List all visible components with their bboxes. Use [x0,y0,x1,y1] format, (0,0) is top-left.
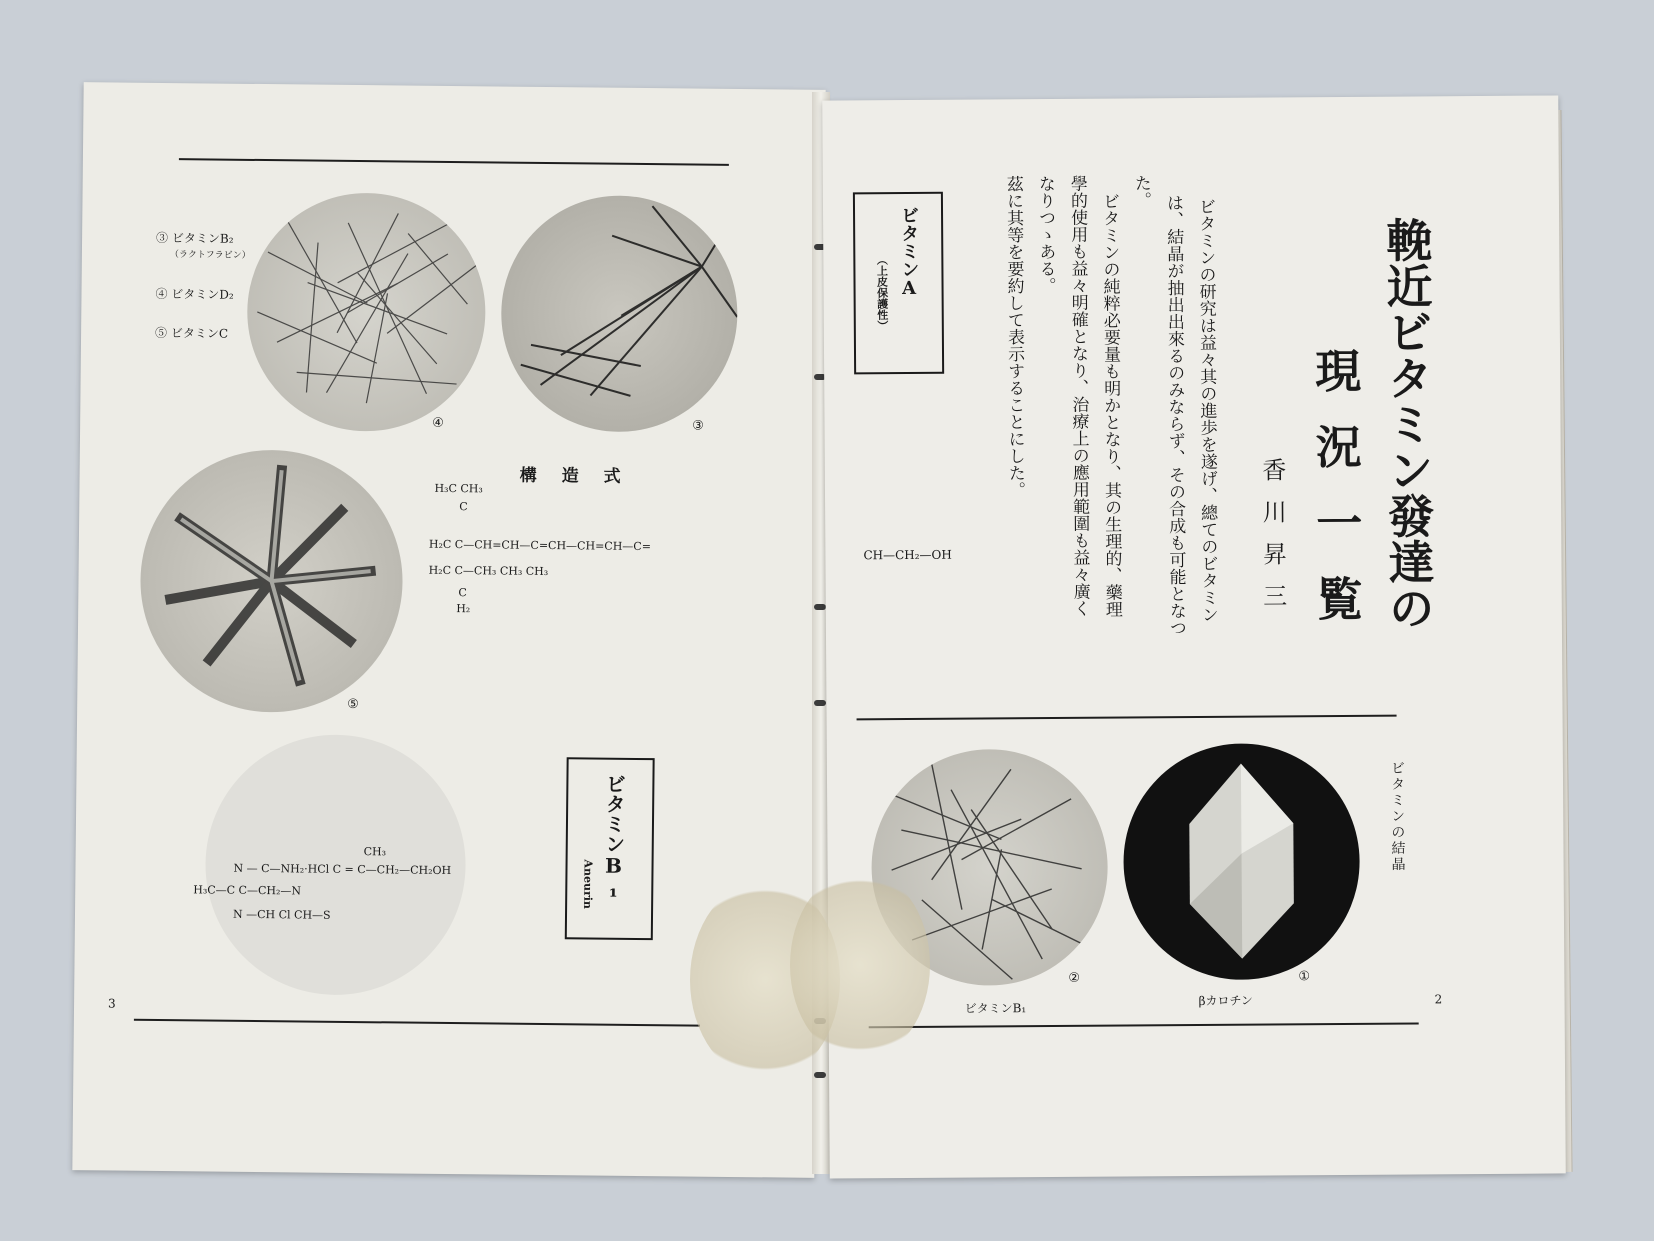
page-number-right: 2 [1434,992,1443,1007]
crystal-caption: ビタミンの結晶 [1388,760,1406,873]
circle-number-5: ⑤ [347,696,359,713]
formula-line: H₂ [456,602,471,616]
formula-line: H₃C CH₃ [434,481,483,496]
crystal-photo-beta-carotene [1123,743,1361,981]
author-name: 香川昇三 [1257,457,1287,626]
legend-item [155,324,255,342]
vitamin-a-label-box [853,192,944,375]
vitamin-a-title: ビタミンA [897,205,920,300]
vitamin-b1-title: ビタミンB₁ [601,773,627,902]
formula-line: N — C—NH₂·HCl C = C—CH₂—CH₂OH [233,861,452,878]
crystal-photo-vitamin-b2 [500,195,738,433]
cluster-crystals-image [139,449,404,714]
legend-mark: ⑤ [155,325,168,341]
right-page [822,95,1566,1178]
caption-beta-carotene: βカロチン [1198,993,1253,1008]
middle-rule [857,715,1397,721]
formula-line: N —CH Cl CH—S [232,907,331,922]
circle-number-1: ① [1298,969,1311,985]
formula-line: C [458,586,467,600]
crystal-photo-vitamin-c [139,449,404,714]
needle-crystals-image [246,192,486,432]
body-text-col-4: ビタミンの純粹必要量も明かとなり、其の生理的、藥理 [1098,192,1122,618]
body-text-col-3: た。 [1130,174,1152,209]
body-text-col-2: は、結晶が抽出出來るのみならず、その合成も可能となつ [1162,194,1186,637]
legend-item [156,231,256,264]
legend-subtext: （ラクトフラビン） [169,250,251,261]
top-rule [179,158,729,166]
body-text-col-1: ビタミンの研究は益々其の進歩を遂げ、總てのビタミン [1194,197,1218,623]
body-text-col-6: なりつゝある。 [1034,174,1056,295]
page-number-left: 3 [107,996,116,1011]
legend-item [155,285,255,303]
circle-number-2: ② [1068,970,1081,986]
legend-mark: ③ [156,230,169,246]
formula-vitamin-a-tail: CH—CH₂—OH [863,547,952,563]
binding-hole [814,604,826,610]
vitamin-b1-label-box [565,757,655,940]
structural-formula-vitamin-a [428,482,729,625]
radiating-crystals-image [500,195,738,433]
binding-hole [814,1072,826,1078]
legend [155,231,256,342]
body-text-col-5: 學的使用も益々明確となり、治療上の應用範圍も益々廣く [1066,174,1090,617]
legend-text: ビタミンC [170,326,229,341]
vitamin-a-subtitle: （上皮保護性） [875,254,889,332]
caption-vitamin-b1: ビタミンB₁ [964,1001,1027,1016]
formula-line: CH₃ [363,845,387,859]
article-title-line2: 現況一覧 [1307,346,1365,652]
formula-line: H₂C C—CH=CH—C=CH—CH=CH—C= [428,537,652,554]
formula-line: C [459,500,468,514]
legend-text: ビタミンD₂ [171,287,234,302]
formula-line: H₂C C—CH₃ CH₃ CH₃ [428,563,549,579]
legend-text: ビタミンB₂ [171,231,234,246]
circle-number-4: ④ [432,415,444,431]
vitamin-b1-subtitle: Aneurin [581,859,595,910]
bottom-rule [134,1019,700,1027]
article-title: 輓近ビタミン發達の [1379,216,1436,631]
bottom-rule [869,1022,1419,1028]
body-text-col-7: 茲に其等を要約して表示することにした。 [1002,175,1026,499]
water-stain [790,870,930,1060]
formula-line: H₃C—C C—CH₂—N [193,883,302,898]
binding-hole [814,700,826,706]
legend-mark: ④ [155,286,168,302]
crystal-photo-vitamin-d2 [246,192,486,432]
structure-heading: 構 造 式 [519,465,625,487]
hexagonal-crystal-image [1123,743,1361,981]
circle-number-3: ③ [692,418,704,434]
structural-formula-vitamin-b1 [193,843,554,947]
